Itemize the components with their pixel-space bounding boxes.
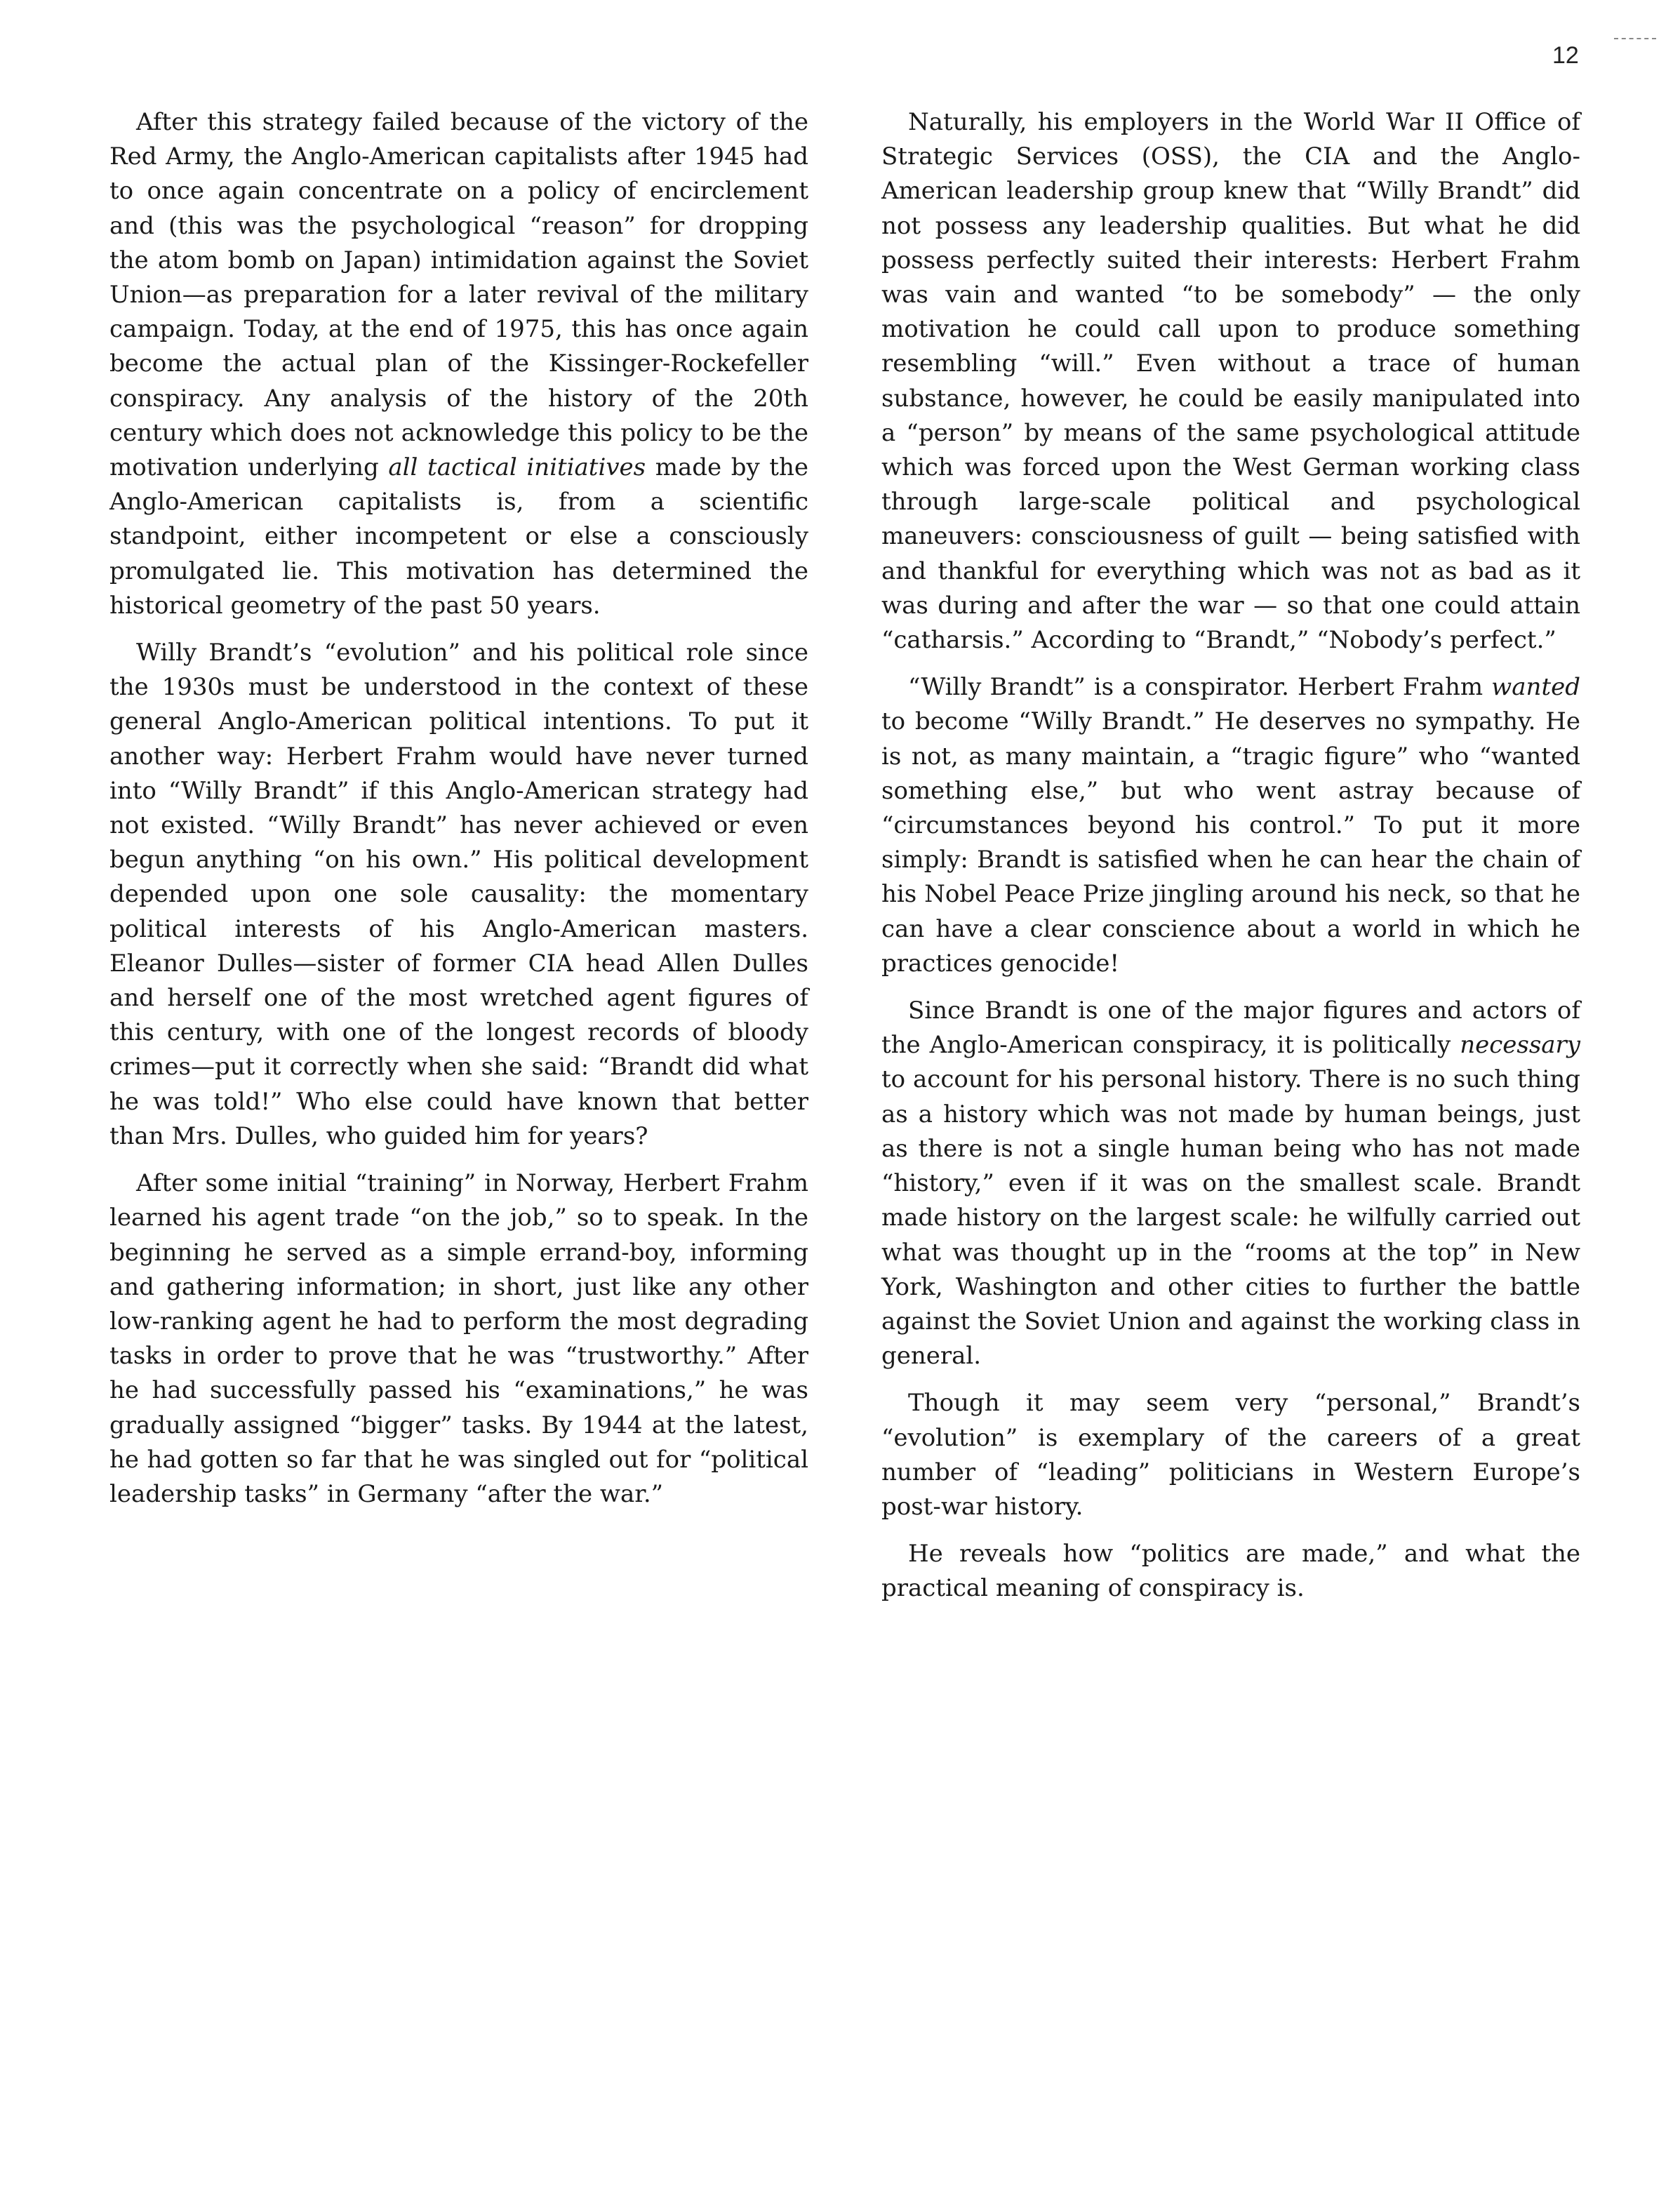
paragraph: Willy Brandt’s “evolution” and his political role since the 1930s must be understood in the context of these general Anglo-American political intentions. To put it another way: Herbert Frahm would have never turned into “Willy Brandt” if this Anglo-American strategy had not existed. “Willy Brandt” has never achieved or even begun anything “on his own.” His political development depended upon one sole causality: the momentary political interests of his Anglo-American masters. Eleanor Dulles—sister of former CIA head Allen Dulles and herself one of the most wretched agent figures of this century, with one of the longest records of bloody crimes—put it correctly when she said: “Brandt did what he was told!” Who else could have known that better than Mrs. Dulles, who guided him for years? <box>109 639 808 1150</box>
scan-mark <box>1614 38 1656 39</box>
paragraph: Naturally, his employers in the World War II Office of Strategic Services (OSS), the CIA and the Anglo-American leadership group knew that “Willy Brandt” did not possess any leadership qualities. But what he did possess perfectly suited their interests: Herbert Frahm was vain and wanted “to be somebody” — the only motivation he could call upon to produce something resembling “will.” Even without a trace of human substance, however, he could be easily manipulated into a “person” by means of the same psychological attitude which was forced upon the West German working class through large-scale political and psychological maneuvers: consciousness of guilt — being satisfied with and thankful for everything which was not as bad as it was during and after the war — so that one could attain “catharsis.” According to “Brandt,” “Nobody’s perfect.” <box>881 108 1580 655</box>
page-number: 12 <box>1552 42 1579 69</box>
emphasis-text: all tactical initiatives <box>388 453 646 482</box>
paragraph: After some initial “training” in Norway, Herbert Frahm learned his agent trade “on the job,” so to speak. In the beginning he served as a simple errand-boy, informing and gathering information; in short, just like any other low-ranking agent he had to perform the most degrading tasks in order to prove that he was “trustworthy.” After he had successfully passed his “examinations,” he was gradually assigned “bigger” tasks. By 1944 at the latest, he had gotten so far that he was singled out for “political leadership tasks” in Germany “after the war.” <box>109 1169 808 1508</box>
emphasis-text: wanted <box>1491 673 1580 702</box>
paragraph <box>109 105 808 623</box>
paragraph-text: made by the Anglo-American capitalists is, from a scientific standpoint, either incompetent or else a consciously promulgated lie. This motivation has determined the historical geometry of the past 50 years. <box>109 453 808 620</box>
left-column <box>109 105 808 1524</box>
emphasis-text: necessary <box>1460 1031 1580 1060</box>
paragraph-text: “Willy Brandt” is a conspirator. Herbert Frahm <box>908 673 1484 702</box>
paragraph: Though it may seem very “personal,” Brandt’s “evolution” is exemplary of the careers of a great number of “leading” politicians in Western Europe’s post-war history. <box>881 1389 1580 1521</box>
paragraph: He reveals how “politics are made,” and what the practical meaning of conspiracy is. <box>881 1540 1580 1603</box>
paragraph-text: Since Brandt is one of the major figures and actors of the Anglo-American conspiracy, it is politically <box>881 997 1580 1060</box>
paragraph <box>881 670 1580 981</box>
paragraph-text: to account for his personal history. There is no such thing as a history which was not made by human beings, just as there is not a single human being who has not made “history,” even if it was on the smallest scale. Brandt made history on the largest scale: he wilfully carried out what was thought up in the “rooms at the top” in New York, Washington and other cities to further the battle against the Soviet Union and against the working class in general. <box>881 1065 1580 1371</box>
paragraph-text: After this strategy failed because of the victory of the Red Army, the Anglo-American capitalists after 1945 had to once again concentrate on a policy of encirclement and (this was the psychological “reason” for dropping the atom bomb on Japan) intimidation against the Soviet Union—as preparation for a later revival of the military campaign. Today, at the end of 1975, this has once again become the actual plan of the Kissinger-Rockefeller conspiracy. Any analysis of the history of the 20th century which does not acknowledge this policy to be the motivation underlying <box>109 108 808 482</box>
paragraph-text: to become “Willy Brandt.” He deserves no sympathy. He is not, as many maintain, a “tragic figure” who “wanted something else,” but who went astray because of “circumstances beyond his control.” To put it more simply: Brandt is satisfied when he can hear the chain of his Nobel Peace Prize jingling around his neck, so that he can have a clear conscience about a world in which he practices genocide! <box>881 707 1580 978</box>
paragraph <box>881 994 1580 1373</box>
right-column <box>881 105 1580 1619</box>
